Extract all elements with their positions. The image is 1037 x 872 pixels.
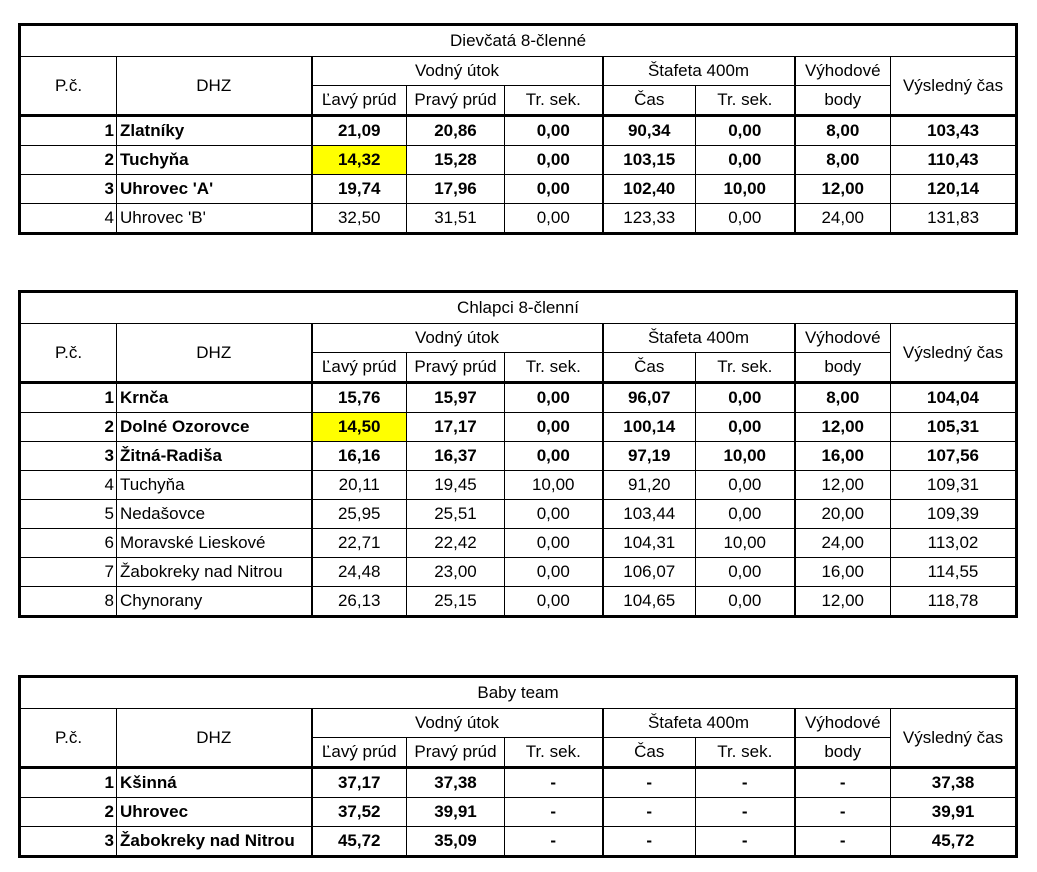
left-stream-cell: 22,71 [312,529,407,558]
advantage-points-cell: - [795,827,891,857]
right-stream-cell: 15,28 [407,146,505,175]
relay-penalty-cell: 0,00 [696,587,795,617]
relay-penalty-cell: - [696,798,795,827]
right-stream-cell: 19,45 [407,471,505,500]
table-row [20,529,1017,558]
penalty-header: Tr. sek. [505,353,603,383]
relay-time-cell: 103,15 [603,146,696,175]
relay-penalty-cell: 10,00 [696,442,795,471]
advantage-points-cell: 8,00 [795,116,891,146]
team-cell: Chynorany [117,587,312,617]
left-stream-cell: 37,17 [312,768,407,798]
rank-cell: 1 [20,383,117,413]
final-time-cell: 39,91 [891,798,1017,827]
water-attack-penalty-cell: - [505,827,603,857]
final-time-cell: 113,02 [891,529,1017,558]
relay-time-cell: 102,40 [603,175,696,204]
rank-cell: 5 [20,500,117,529]
final-time-cell: 45,72 [891,827,1017,857]
advantage-points-cell: - [795,768,891,798]
rank-cell: 4 [20,471,117,500]
right-stream-cell: 39,91 [407,798,505,827]
final-time-cell: 105,31 [891,413,1017,442]
relay-time-cell: 90,34 [603,116,696,146]
right-stream-cell: 20,86 [407,116,505,146]
water-attack-penalty-cell: 0,00 [505,413,603,442]
right-stream-cell: 37,38 [407,768,505,798]
rank-cell: 2 [20,798,117,827]
rank-header: P.č. [20,57,117,116]
final-time-cell: 107,56 [891,442,1017,471]
advantage-points-cell: 24,00 [795,529,891,558]
water-attack-penalty-cell: 10,00 [505,471,603,500]
team-cell: Dolné Ozorovce [117,413,312,442]
left-stream-cell: 15,76 [312,383,407,413]
rank-cell: 6 [20,529,117,558]
advantage-points-cell: - [795,798,891,827]
final-time-header: Výsledný čas [891,324,1017,383]
rank-cell: 3 [20,827,117,857]
team-cell: Žabokreky nad Nitrou [117,827,312,857]
rank-header: P.č. [20,324,117,383]
left-stream-cell: 20,11 [312,471,407,500]
table-row [20,383,1017,413]
left-stream-cell: 16,16 [312,442,407,471]
advantage-points-cell: 20,00 [795,500,891,529]
relay-time-cell: - [603,827,696,857]
relay-penalty-cell: 0,00 [696,116,795,146]
team-cell: Tuchyňa [117,146,312,175]
penalty-header: Tr. sek. [696,353,795,383]
water-attack-penalty-cell: 0,00 [505,442,603,471]
rank-cell: 2 [20,413,117,442]
team-cell: Uhrovec [117,798,312,827]
right-stream-cell: 25,15 [407,587,505,617]
final-time-cell: 120,14 [891,175,1017,204]
results-table [18,290,1018,618]
water-attack-penalty-cell: - [505,798,603,827]
table-row [20,175,1017,204]
left-stream-cell: 26,13 [312,587,407,617]
water-attack-header: Vodný útok [312,57,603,86]
water-attack-penalty-cell: 0,00 [505,116,603,146]
advantage-header: Výhodové [795,57,891,86]
relay-time-cell: 123,33 [603,204,696,234]
water-attack-penalty-cell: 0,00 [505,558,603,587]
team-cell: Uhrovec 'B' [117,204,312,234]
team-cell: Zlatníky [117,116,312,146]
final-time-cell: 118,78 [891,587,1017,617]
team-cell: Žitná-Radiša [117,442,312,471]
table-row [20,798,1017,827]
table-row [20,442,1017,471]
right-stream-cell: 17,96 [407,175,505,204]
final-time-header: Výsledný čas [891,57,1017,116]
time-header: Čas [603,353,696,383]
relay-time-cell: - [603,768,696,798]
left-stream-header: Ľavý prúd [312,86,407,116]
right-stream-header: Pravý prúd [407,353,505,383]
water-attack-penalty-cell: 0,00 [505,529,603,558]
rank-cell: 2 [20,146,117,175]
final-time-header: Výsledný čas [891,709,1017,768]
rank-cell: 1 [20,768,117,798]
rank-cell: 3 [20,175,117,204]
left-stream-cell: 14,32 [312,146,407,175]
team-cell: Žabokreky nad Nitrou [117,558,312,587]
penalty-header: Tr. sek. [505,86,603,116]
relay-penalty-cell: 10,00 [696,175,795,204]
table-title: Chlapci 8-členní [20,292,1017,324]
advantage-points-cell: 12,00 [795,587,891,617]
advantage-points-cell: 16,00 [795,558,891,587]
water-attack-penalty-cell: - [505,768,603,798]
final-time-cell: 109,39 [891,500,1017,529]
right-stream-cell: 16,37 [407,442,505,471]
table-row [20,768,1017,798]
rank-cell: 4 [20,204,117,234]
team-header: DHZ [117,709,312,768]
table-row [20,146,1017,175]
team-header: DHZ [117,324,312,383]
table-row [20,204,1017,234]
relay-header: Štafeta 400m [603,324,795,353]
relay-penalty-cell: 0,00 [696,383,795,413]
advantage-header: Výhodové [795,709,891,738]
table-row [20,587,1017,617]
advantage-points-cell: 12,00 [795,471,891,500]
team-cell: Uhrovec 'A' [117,175,312,204]
results-table [18,675,1018,858]
left-stream-cell: 45,72 [312,827,407,857]
final-time-cell: 103,43 [891,116,1017,146]
relay-penalty-cell: 0,00 [696,204,795,234]
team-cell: Krnča [117,383,312,413]
advantage-points-cell: 24,00 [795,204,891,234]
advantage-header-body: body [795,353,891,383]
relay-time-cell: 104,65 [603,587,696,617]
right-stream-cell: 23,00 [407,558,505,587]
rank-cell: 1 [20,116,117,146]
advantage-points-cell: 12,00 [795,175,891,204]
table-row [20,116,1017,146]
relay-time-cell: - [603,798,696,827]
final-time-cell: 131,83 [891,204,1017,234]
time-header: Čas [603,86,696,116]
right-stream-header: Pravý prúd [407,86,505,116]
water-attack-penalty-cell: 0,00 [505,383,603,413]
relay-time-cell: 96,07 [603,383,696,413]
water-attack-penalty-cell: 0,00 [505,587,603,617]
right-stream-cell: 22,42 [407,529,505,558]
left-stream-cell: 21,09 [312,116,407,146]
table-row [20,471,1017,500]
relay-time-cell: 91,20 [603,471,696,500]
relay-time-cell: 97,19 [603,442,696,471]
rank-header: P.č. [20,709,117,768]
relay-time-cell: 104,31 [603,529,696,558]
advantage-points-cell: 12,00 [795,413,891,442]
water-attack-header: Vodný útok [312,324,603,353]
advantage-header: Výhodové [795,324,891,353]
water-attack-penalty-cell: 0,00 [505,204,603,234]
relay-time-cell: 103,44 [603,500,696,529]
relay-penalty-cell: 0,00 [696,500,795,529]
penalty-header: Tr. sek. [696,86,795,116]
advantage-header-body: body [795,86,891,116]
right-stream-header: Pravý prúd [407,738,505,768]
left-stream-cell: 19,74 [312,175,407,204]
right-stream-cell: 17,17 [407,413,505,442]
penalty-header: Tr. sek. [696,738,795,768]
table-row [20,413,1017,442]
table-row [20,558,1017,587]
left-stream-cell: 14,50 [312,413,407,442]
advantage-points-cell: 8,00 [795,146,891,175]
relay-time-cell: 106,07 [603,558,696,587]
time-header: Čas [603,738,696,768]
relay-penalty-cell: 0,00 [696,146,795,175]
final-time-cell: 114,55 [891,558,1017,587]
advantage-header-body: body [795,738,891,768]
relay-header: Štafeta 400m [603,709,795,738]
left-stream-cell: 25,95 [312,500,407,529]
relay-header: Štafeta 400m [603,57,795,86]
right-stream-cell: 35,09 [407,827,505,857]
team-cell: Tuchyňa [117,471,312,500]
relay-penalty-cell: - [696,768,795,798]
team-header: DHZ [117,57,312,116]
advantage-points-cell: 16,00 [795,442,891,471]
right-stream-cell: 25,51 [407,500,505,529]
table-title: Baby team [20,677,1017,709]
water-attack-header: Vodný útok [312,709,603,738]
table-row [20,827,1017,857]
left-stream-header: Ľavý prúd [312,353,407,383]
final-time-cell: 110,43 [891,146,1017,175]
rank-cell: 7 [20,558,117,587]
water-attack-penalty-cell: 0,00 [505,500,603,529]
relay-penalty-cell: 0,00 [696,558,795,587]
final-time-cell: 104,04 [891,383,1017,413]
water-attack-penalty-cell: 0,00 [505,146,603,175]
final-time-cell: 109,31 [891,471,1017,500]
rank-cell: 3 [20,442,117,471]
advantage-points-cell: 8,00 [795,383,891,413]
relay-time-cell: 100,14 [603,413,696,442]
relay-penalty-cell: 10,00 [696,529,795,558]
left-stream-cell: 37,52 [312,798,407,827]
right-stream-cell: 15,97 [407,383,505,413]
table-title: Dievčatá 8-členné [20,25,1017,57]
results-table [18,23,1018,235]
relay-penalty-cell: - [696,827,795,857]
team-cell: Nedašovce [117,500,312,529]
relay-penalty-cell: 0,00 [696,413,795,442]
penalty-header: Tr. sek. [505,738,603,768]
left-stream-header: Ľavý prúd [312,738,407,768]
rank-cell: 8 [20,587,117,617]
left-stream-cell: 24,48 [312,558,407,587]
team-cell: Kšinná [117,768,312,798]
water-attack-penalty-cell: 0,00 [505,175,603,204]
final-time-cell: 37,38 [891,768,1017,798]
left-stream-cell: 32,50 [312,204,407,234]
right-stream-cell: 31,51 [407,204,505,234]
team-cell: Moravské Lieskové [117,529,312,558]
table-row [20,500,1017,529]
relay-penalty-cell: 0,00 [696,471,795,500]
